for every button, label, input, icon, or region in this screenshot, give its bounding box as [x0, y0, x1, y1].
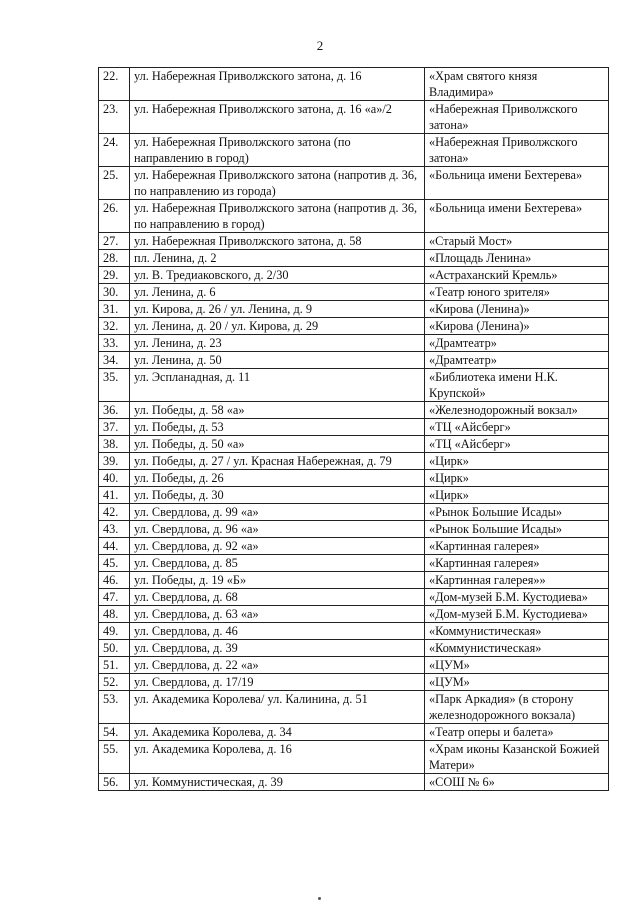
- stop-name-cell: «Цирк»: [425, 470, 609, 487]
- row-number: 30.: [99, 284, 130, 301]
- address-cell: ул. Академика Королева, д. 34: [130, 724, 425, 741]
- row-number: 41.: [99, 487, 130, 504]
- table-row: [99, 606, 609, 623]
- table-row: [99, 134, 609, 167]
- stop-name-cell: «Театр юного зрителя»: [425, 284, 609, 301]
- stops-table-body: [99, 68, 609, 791]
- table-row: [99, 521, 609, 538]
- table-row: [99, 589, 609, 606]
- row-number: 29.: [99, 267, 130, 284]
- address-cell: ул. Набережная Приволжского затона, д. 16 «а»/2: [130, 101, 425, 134]
- address-cell: ул. Эспланадная, д. 11: [130, 369, 425, 402]
- row-number: 52.: [99, 674, 130, 691]
- row-number: 25.: [99, 167, 130, 200]
- stop-name-cell: «Театр оперы и балета»: [425, 724, 609, 741]
- table-row: [99, 470, 609, 487]
- address-cell: ул. Свердлова, д. 63 «а»: [130, 606, 425, 623]
- row-number: 42.: [99, 504, 130, 521]
- row-number: 37.: [99, 419, 130, 436]
- table-row: [99, 200, 609, 233]
- address-cell: ул. Ленина, д. 6: [130, 284, 425, 301]
- table-row: [99, 68, 609, 101]
- stop-name-cell: «ЦУМ»: [425, 674, 609, 691]
- address-cell: ул. Свердлова, д. 99 «а»: [130, 504, 425, 521]
- stop-name-cell: «Картинная галерея»: [425, 555, 609, 572]
- stop-name-cell: «Цирк»: [425, 453, 609, 470]
- row-number: 38.: [99, 436, 130, 453]
- row-number: 36.: [99, 402, 130, 419]
- stop-name-cell: «Набережная Приволжского затона»: [425, 101, 609, 134]
- stop-name-cell: «ЦУМ»: [425, 657, 609, 674]
- stop-name-cell: «Рынок Большие Исады»: [425, 521, 609, 538]
- address-cell: ул. Свердлова, д. 85: [130, 555, 425, 572]
- row-number: 44.: [99, 538, 130, 555]
- table-row: [99, 538, 609, 555]
- stop-name-cell: «Коммунистическая»: [425, 623, 609, 640]
- row-number: 32.: [99, 318, 130, 335]
- table-row: [99, 623, 609, 640]
- row-number: 48.: [99, 606, 130, 623]
- stop-name-cell: «Цирк»: [425, 487, 609, 504]
- address-cell: ул. Свердлова, д. 39: [130, 640, 425, 657]
- address-cell: ул. В. Тредиаковского, д. 2/30: [130, 267, 425, 284]
- table-row: [99, 167, 609, 200]
- row-number: 34.: [99, 352, 130, 369]
- address-cell: ул. Победы, д. 50 «а»: [130, 436, 425, 453]
- stop-name-cell: «Храм святого князя Владимира»: [425, 68, 609, 101]
- address-cell: ул. Свердлова, д. 22 «а»: [130, 657, 425, 674]
- stops-table-wrapper: [98, 67, 609, 791]
- row-number: 40.: [99, 470, 130, 487]
- stop-name-cell: «Драмтеатр»: [425, 335, 609, 352]
- address-cell: ул. Набережная Приволжского затона, д. 58: [130, 233, 425, 250]
- address-cell: ул. Коммунистическая, д. 39: [130, 774, 425, 791]
- stop-name-cell: «СОШ № 6»: [425, 774, 609, 791]
- address-cell: ул. Ленина, д. 23: [130, 335, 425, 352]
- address-cell: ул. Свердлова, д. 92 «а»: [130, 538, 425, 555]
- row-number: 49.: [99, 623, 130, 640]
- stop-name-cell: «Старый Мост»: [425, 233, 609, 250]
- table-row: [99, 724, 609, 741]
- table-row: [99, 436, 609, 453]
- row-number: 53.: [99, 691, 130, 724]
- address-cell: ул. Набережная Приволжского затона (по направлению в город): [130, 134, 425, 167]
- row-number: 47.: [99, 589, 130, 606]
- address-cell: ул. Победы, д. 53: [130, 419, 425, 436]
- address-cell: ул. Победы, д. 26: [130, 470, 425, 487]
- address-cell: ул. Кирова, д. 26 / ул. Ленина, д. 9: [130, 301, 425, 318]
- address-cell: ул. Победы, д. 19 «Б»: [130, 572, 425, 589]
- row-number: 24.: [99, 134, 130, 167]
- stop-name-cell: «Астраханский Кремль»: [425, 267, 609, 284]
- address-cell: ул. Академика Королева, д. 16: [130, 741, 425, 774]
- row-number: 23.: [99, 101, 130, 134]
- row-number: 46.: [99, 572, 130, 589]
- row-number: 28.: [99, 250, 130, 267]
- stop-name-cell: «Кирова (Ленина)»: [425, 318, 609, 335]
- address-cell: ул. Набережная Приволжского затона (напротив д. 36, по направлению из города): [130, 167, 425, 200]
- stops-table: [98, 67, 609, 791]
- stop-name-cell: «Дом-музей Б.М. Кустодиева»: [425, 589, 609, 606]
- stop-name-cell: «Парк Аркадия» (в сторону железнодорожного вокзала): [425, 691, 609, 724]
- stop-name-cell: «ТЦ «Айсберг»: [425, 436, 609, 453]
- table-row: [99, 691, 609, 724]
- stop-name-cell: «Коммунистическая»: [425, 640, 609, 657]
- table-row: [99, 572, 609, 589]
- row-number: 35.: [99, 369, 130, 402]
- table-row: [99, 352, 609, 369]
- table-row: [99, 267, 609, 284]
- table-row: [99, 101, 609, 134]
- address-cell: пл. Ленина, д. 2: [130, 250, 425, 267]
- stop-name-cell: «Рынок Большие Исады»: [425, 504, 609, 521]
- address-cell: ул. Набережная Приволжского затона, д. 16: [130, 68, 425, 101]
- address-cell: ул. Ленина, д. 50: [130, 352, 425, 369]
- table-row: [99, 774, 609, 791]
- stop-name-cell: «Библиотека имени Н.К. Крупской»: [425, 369, 609, 402]
- table-row: [99, 250, 609, 267]
- address-cell: ул. Победы, д. 30: [130, 487, 425, 504]
- address-cell: ул. Победы, д. 58 «а»: [130, 402, 425, 419]
- table-row: [99, 657, 609, 674]
- stop-name-cell: «ТЦ «Айсберг»: [425, 419, 609, 436]
- table-row: [99, 402, 609, 419]
- stop-name-cell: «Больница имени Бехтерева»: [425, 167, 609, 200]
- table-row: [99, 335, 609, 352]
- address-cell: ул. Свердлова, д. 96 «а»: [130, 521, 425, 538]
- address-cell: ул. Набережная Приволжского затона (напротив д. 36, по направлению в город): [130, 200, 425, 233]
- stop-name-cell: «Картинная галерея»»: [425, 572, 609, 589]
- table-row: [99, 504, 609, 521]
- row-number: 22.: [99, 68, 130, 101]
- row-number: 31.: [99, 301, 130, 318]
- row-number: 54.: [99, 724, 130, 741]
- address-cell: ул. Свердлова, д. 46: [130, 623, 425, 640]
- table-row: [99, 301, 609, 318]
- page-number: 2: [316, 38, 324, 53]
- table-row: [99, 453, 609, 470]
- address-cell: ул. Ленина, д. 20 / ул. Кирова, д. 29: [130, 318, 425, 335]
- table-row: [99, 369, 609, 402]
- table-row: [99, 487, 609, 504]
- row-number: 51.: [99, 657, 130, 674]
- table-row: [99, 741, 609, 774]
- row-number: 39.: [99, 453, 130, 470]
- address-cell: ул. Победы, д. 27 / ул. Красная Набережная, д. 79: [130, 453, 425, 470]
- stop-name-cell: «Набережная Приволжского затона»: [425, 134, 609, 167]
- stop-name-cell: «Дом-музей Б.М. Кустодиева»: [425, 606, 609, 623]
- row-number: 50.: [99, 640, 130, 657]
- table-row: [99, 233, 609, 250]
- stop-name-cell: «Площадь Ленина»: [425, 250, 609, 267]
- row-number: 43.: [99, 521, 130, 538]
- stop-name-cell: «Храм иконы Казанской Божией Матери»: [425, 741, 609, 774]
- stop-name-cell: «Картинная галерея»: [425, 538, 609, 555]
- table-row: [99, 640, 609, 657]
- row-number: 55.: [99, 741, 130, 774]
- stop-name-cell: «Больница имени Бехтерева»: [425, 200, 609, 233]
- table-row: [99, 419, 609, 436]
- row-number: 56.: [99, 774, 130, 791]
- stop-name-cell: «Железнодорожный вокзал»: [425, 402, 609, 419]
- table-row: [99, 318, 609, 335]
- table-row: [99, 555, 609, 572]
- row-number: 33.: [99, 335, 130, 352]
- bottom-dot-mark: [318, 897, 321, 900]
- table-row: [99, 674, 609, 691]
- row-number: 45.: [99, 555, 130, 572]
- address-cell: ул. Свердлова, д. 68: [130, 589, 425, 606]
- address-cell: ул. Свердлова, д. 17/19: [130, 674, 425, 691]
- address-cell: ул. Академика Королева/ ул. Калинина, д. 51: [130, 691, 425, 724]
- stop-name-cell: «Кирова (Ленина)»: [425, 301, 609, 318]
- table-row: [99, 284, 609, 301]
- row-number: 27.: [99, 233, 130, 250]
- row-number: 26.: [99, 200, 130, 233]
- stop-name-cell: «Драмтеатр»: [425, 352, 609, 369]
